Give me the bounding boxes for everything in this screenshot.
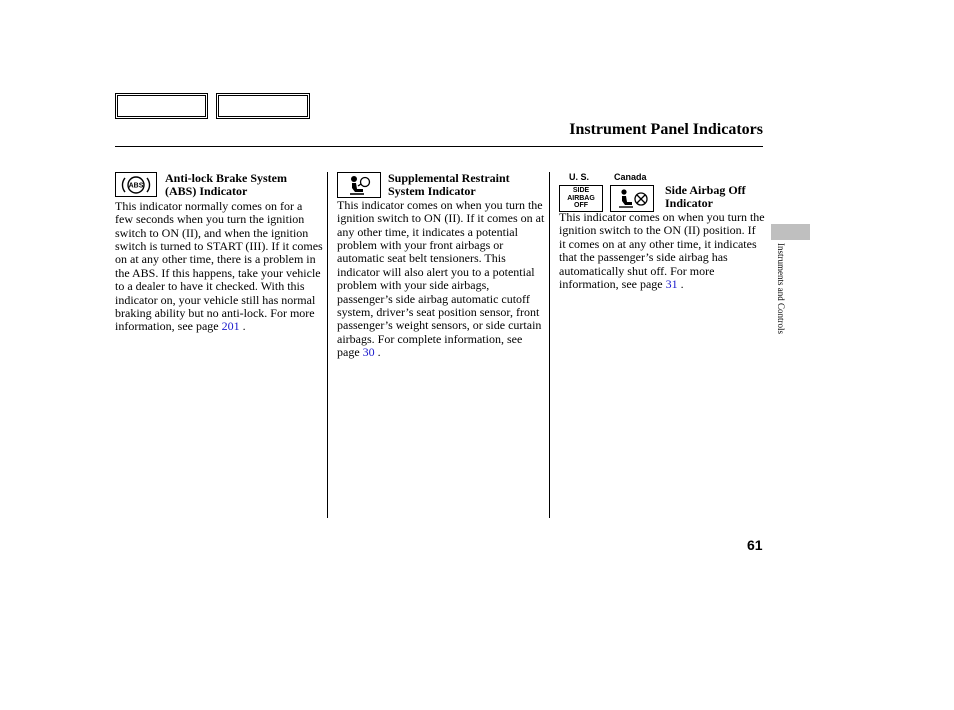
description-tail: . xyxy=(374,345,381,360)
heading-line: Side Airbag Off xyxy=(665,183,746,197)
passenger-airbag-off-icon xyxy=(610,185,654,212)
heading-line: Indicator xyxy=(665,196,713,211)
region-label-canada: Canada xyxy=(614,172,647,182)
section-label: Instruments and Controls xyxy=(776,243,786,334)
canada-indicator-variant xyxy=(610,172,656,212)
srs-indicator-heading xyxy=(388,172,510,199)
region-label-us: U. S. xyxy=(569,172,590,182)
icon-line: AIRBAG xyxy=(567,194,595,202)
page-link-30[interactable]: 30 xyxy=(362,345,375,360)
page-link-31[interactable]: 31 xyxy=(665,277,678,292)
srs-indicator-section xyxy=(337,172,545,360)
icon-line: SIDE xyxy=(572,187,590,195)
page-number: 61 xyxy=(747,537,763,553)
description-text: This indicator comes on when you turn the ignition switch to ON (II). If it comes on at any other time, it indicates a potential problem with your front airbags or automatic seat belt tensioners. This indicator will also alert you to a potential problem with your side airbags, passenger’s side airbag automatic cutoff system, driver’s seat position sensor, front passenger’s weight sensors, or side curtain airbags. For complete information, see page xyxy=(337,197,545,360)
heading-line: (ABS) Indicator xyxy=(165,184,248,199)
heading-line: System Indicator xyxy=(388,184,476,199)
description-tail: . xyxy=(677,277,684,292)
side-airbag-off-icon xyxy=(559,185,603,212)
side-airbag-off-heading xyxy=(665,184,746,211)
heading-line: Supplemental Restraint xyxy=(388,171,510,185)
previous-page-button[interactable] xyxy=(115,93,208,119)
title-divider xyxy=(115,146,763,147)
us-indicator-variant xyxy=(559,172,605,212)
svg-text:ABS: ABS xyxy=(128,182,144,189)
abs-icon xyxy=(115,172,157,197)
page-link-201[interactable]: 201 xyxy=(221,319,240,334)
section-tab xyxy=(771,224,810,240)
description-text: This indicator normally comes on for a few seconds when you turn the ignition switch to ON (II), and when the ignition switch is turned to START (III). If it comes on at any other time, there is a problem in the ABS. If this happens, take your vehicle to a dealer to have it checked. With this indicator on, your vehicle still has normal braking ability but no anti-lock. For more information, see page xyxy=(115,198,323,334)
side-airbag-off-description xyxy=(559,211,765,291)
heading-line: Anti-lock Brake System xyxy=(165,171,287,185)
description-tail: . xyxy=(239,319,246,334)
airbag-occupant-icon xyxy=(337,172,381,198)
next-page-button[interactable] xyxy=(216,93,310,119)
column-divider xyxy=(549,172,550,518)
description-text: This indicator comes on when you turn the ignition switch to the ON (II) position. If it comes on at any other time, it indicates that the passenger’s side airbag has automatically shut off. For more information, see page xyxy=(559,210,765,292)
srs-indicator-description xyxy=(337,199,545,360)
side-airbag-off-section xyxy=(559,172,765,291)
icon-line: OFF xyxy=(574,202,588,210)
abs-indicator-section xyxy=(115,172,323,334)
page-title: Instrument Panel Indicators xyxy=(569,121,763,138)
abs-indicator-heading xyxy=(165,172,287,199)
abs-indicator-description xyxy=(115,200,323,334)
column-divider xyxy=(327,172,328,518)
